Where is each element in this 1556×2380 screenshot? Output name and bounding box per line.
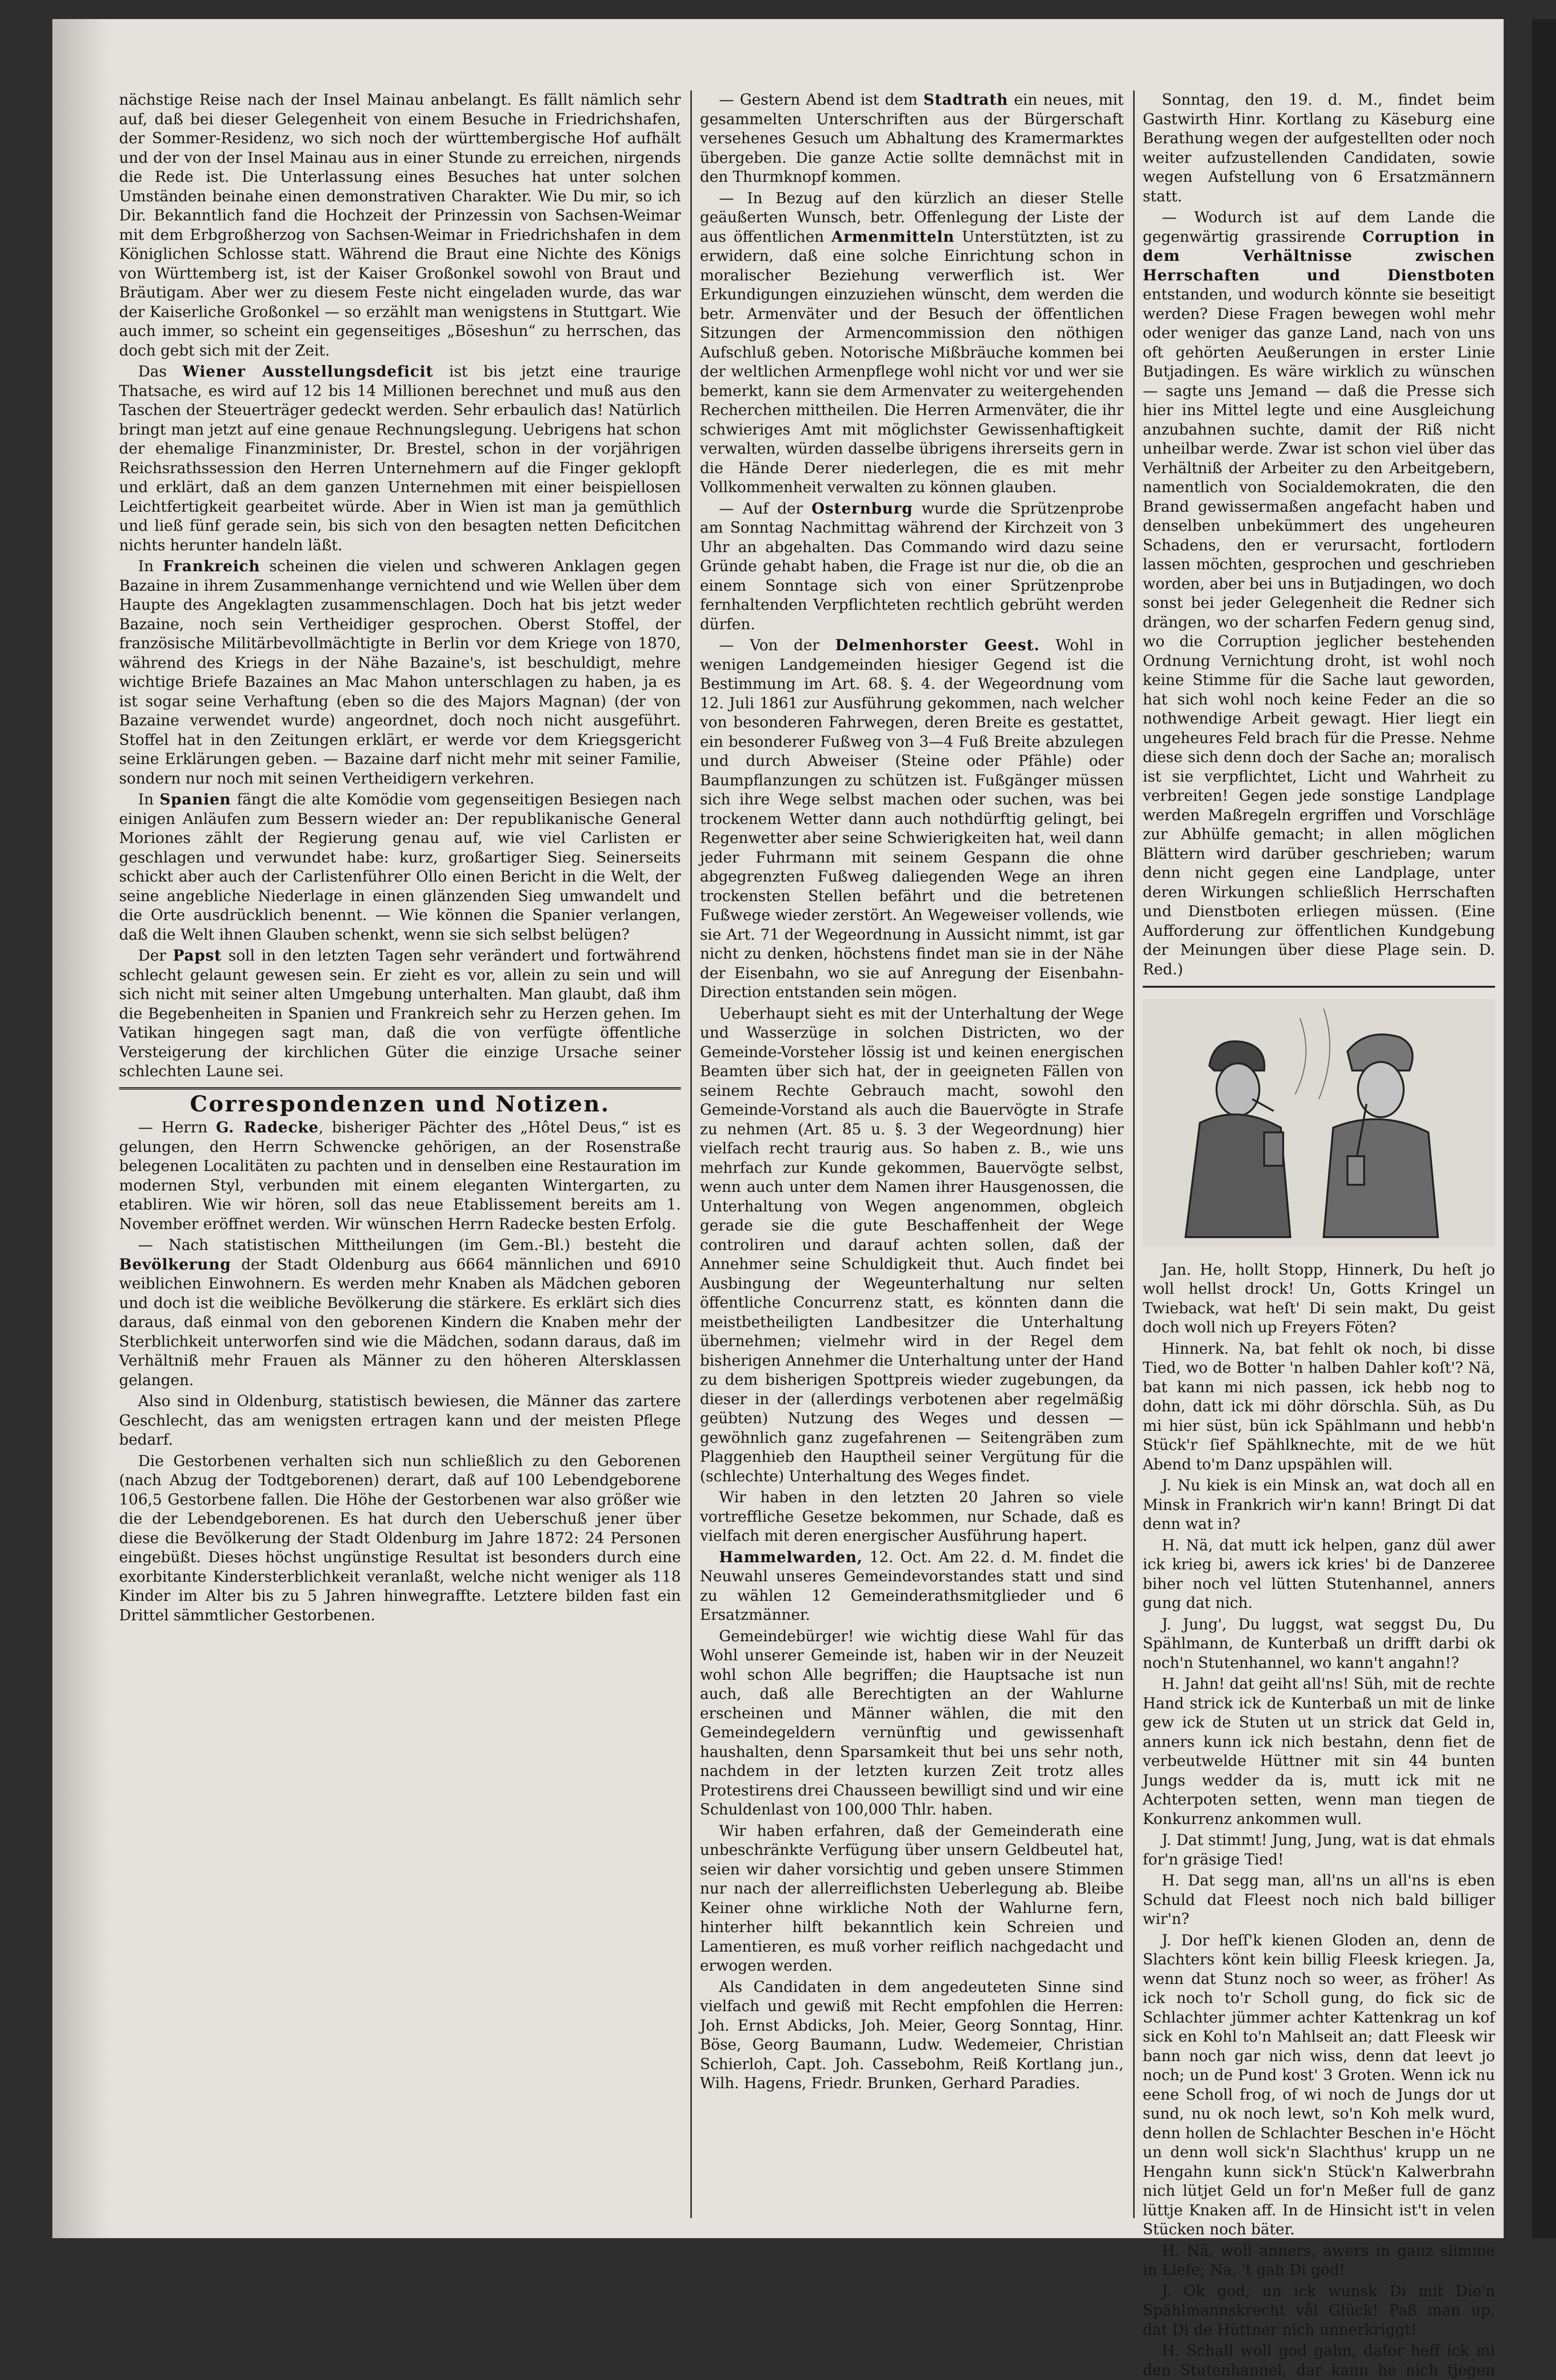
- article-keyword: G. Radecke: [216, 1119, 319, 1136]
- article-keyword: Wiener Ausstellungsdeficit: [182, 363, 434, 380]
- page-fold-shadow: [52, 19, 110, 2238]
- column-rule: [1133, 90, 1135, 2218]
- dialogue-line: Jan. He, hollt Stopp, Hinnerk, Du heſt jo woll hellst drock! Un, Gotts Kringel un Twieback, wat heſt' Di sein makt, Du geist doch woll nich up Freyers Föten?: [1143, 1261, 1495, 1336]
- article-keyword: Bevölkerung: [119, 1255, 231, 1273]
- article-keyword: Stadtrath: [923, 91, 1008, 109]
- article-paragraph: — Gestern Abend ist dem Stadtrath ein neues, mit gesammelten Unterschriften aus der Bürgerschaft versehenes Gesuch um Abhaltung des Kramermarktes übergeben. Die ganze Actie sollte demnächst mit in den Thurmknopf kommen.: [700, 91, 1124, 186]
- article-paragraph: Also sind in Oldenburg, statistisch bewiesen, die Männer das zartere Geschlecht, das am wenigsten ertragen kann und der meisten Pflege bedarf.: [119, 1393, 681, 1448]
- article-paragraph: In Frankreich scheinen die vielen und schweren Anklagen gegen Bazaine in ihrem Zusammenhange vernichtend und wie Wellen über dem Haupte des Angeklagten zusammenschlagen. Doch hat bis jetzt weder Bazaine, noch sein Vertheidiger gesprochen. Oberst Stoffel, der französische Militärbevollmächtigte in Berlin vor dem Kriege von 1870, während des Kriegs in der Nähe Bazaine's, ist beschuldigt, mehre wichtige Briefe Bazaines an Mac Mahon unterschlagen zu haben, ja es ist sogar seine Verhaftung (eben so die des Majors Magnan) (der von Bazaine verwendet wurde) angeordnet, doch noch nicht ausgeführt. Stoffel hat in den Zeitungen erklärt, er werde vor dem Kriegsgericht seine Erklärungen geben. — Bazaine darf nicht mehr mit seiner Familie, sondern nur noch mit seinen Vertheidigern verkehren.: [119, 557, 681, 787]
- scan-edge: [1532, 19, 1556, 2238]
- article-keyword: Osternburg: [811, 499, 913, 517]
- article-paragraph: Der Papst soll in den letzten Tagen sehr verändert und fortwährend schlecht gelaunt gewesen sein. Er zieht es vor, allein zu sein und will sich nicht mit seiner alten Umgebung unterhalten. Man glaubt, daß ihm die Begebenheiten in Spanien und Frankreich sehr zu Herzen gehen. Im Vatikan hingegen sagt man, daß die von verfügte öffentliche Versteigerung der kirchlichen Güter die einzige Ursache seiner schlechten Laune sei.: [119, 947, 681, 1080]
- section-heading: Correspondenzen und Notizen.: [119, 1087, 681, 1114]
- newspaper-page: [52, 19, 1504, 2379]
- article-paragraph: Sonntag, den 19. d. M., findet beim Gastwirth Hinr. Kortlang zu Käseburg eine Berathung wegen der aufgestellten oder noch weiter aufzustellenden Candidaten, sowie wegen Aufstellung von 6 Ersatzmännern statt.: [1143, 91, 1495, 205]
- article-paragraph: — Von der Delmenhorster Geest. Wohl in wenigen Landgemeinden hiesiger Gegend ist die Bestimmung im Art. 68. §. 4. der Wegeordnung vom 12. Juli 1861 zur Ausführung gekommen, nach welcher von besonderen Fahrwegen, deren Breite es gestattet, ein besonderer Fußweg von 3—4 Fuß Breite abzulegen und durch Abweiser (Steine oder Pfähle) oder Baumpflanzungen zu schützen ist. Fußgänger müssen sich ihre Wege selbst machen oder suchen, was bei trockenem Wetter dann auch nothdürftig gelingt, bei Regenwetter aber seine Schwierigkeiten hat, weil dann jeder Fuhrmann mit seinem Gespann die ohne abgegrenzten Fußweg daliegenden Wege an ihren trockensten Stellen befährt und die betretenen Fußwege wieder zerstört. An Wegeweiser vollends, wie sie Art. 71 der Wegeordnung in Aussicht nimmt, ist gar nicht zu denken, höchstens findet man sie in der Nähe der Eisenbahn, wo sie auf Anregung der Eisenbahn-Direction entstanden sein mögen.: [700, 636, 1124, 1001]
- article-paragraph: Wir haben in den letzten 20 Jahren so viele vortreffliche Gesetze bekommen, nur Schade, daß es vielfach mit deren energischer Ausführung hapert.: [700, 1489, 1124, 1545]
- article-paragraph: Die Gestorbenen verhalten sich nun schließlich zu den Geborenen (nach Abzug der Todtgeborenen) derart, daß auf 100 Lebendgeborene 106,5 Gestorbene fallen. Die Höhe der Gestorbenen war also größer wie die der Lebendgeborenen. Es hat durch den Ueberschuß jener über diese die Bevölkerung der Stadt Oldenburg im Jahre 1872: 24 Personen eingebüßt. Dieses höchst ungünstige Resultat ist besonders durch eine exorbitante Kindersterblichkeit veranlaßt, welche nicht weniger als 118 Kinder im Alter bis zu 5 Jahren hinwegraffte. Letztere bilden fast ein Drittel sämmtlicher Gestorbenen.: [119, 1452, 681, 1624]
- dialogue-line: J. Ok god, un ick wunsk Di mit Die'n Spählmannskrecht vål Glück! Paß man up, dat Di de Hüttner nich unnerkriggt!: [1143, 2282, 1495, 2339]
- article-keyword: Hammelwarden,: [719, 1548, 863, 1566]
- article-paragraph: Das Wiener Ausstellungsdeficit ist bis jetzt eine traurige Thatsache, es wird auf 12 bis 14 Millionen berechnet und muß aus den Taschen der Steuerträger gedeckt werden. Sehr erbaulich das! Natürlich bringt man jetzt auf eine genaue Rechnungslegung. Uebrigens hat schon der ehemalige Finanzminister, Dr. Brestel, schon in der vorjährigen Reichsrathssession den Herren Unternehmern auf die Finger geklopft und erklärt, daß an dem ganzen Unternehmen mit einer beispiellosen Leichtfertigkeit gearbeitet würde. Aber in Wien ist man ja gemüthlich und ließ fünf gerade sein, bis sich von den besagten netten Deficitchen nichts herunter handeln läßt.: [119, 363, 681, 554]
- dialogue-line: J. Nu kiek is ein Minsk an, wat doch all en Minsk in Frankrich wir'n kann! Bringt Di dat denn wat in?: [1143, 1477, 1495, 1533]
- woodcut-illustration-two-men: [1143, 999, 1495, 1247]
- article-keyword: Delmenhorster Geest.: [835, 636, 1040, 654]
- article-keyword: Frankreich: [163, 557, 260, 575]
- article-paragraph: Als Candidaten in dem angedeuteten Sinne sind vielfach und gewiß mit Recht empfohlen die Herren: Joh. Ernst Abdicks, Joh. Meier, Georg Sonntag, Hinr. Böse, Georg Baumann, Ludw. Wedemeier, Christian Schierloh, Capt. Joh. Cassebohm, Reiß Kortlang jun., Wilh. Hagens, Friedr. Brunken, Gerhard Paradies.: [700, 1978, 1124, 2092]
- dialogue-line: H. Nä, woll anners, awers in ganz slimme in Liefe; Na, 't gah Di god!: [1143, 2242, 1495, 2279]
- article-keyword: Spanien: [160, 791, 231, 808]
- article-keyword: Armenmitteln: [831, 228, 955, 246]
- article-paragraph: — Nach statistischen Mittheilungen (im Gem.-Bl.) besteht die Bevölkerung der Stadt Oldenburg aus 6664 männlichen und 6910 weiblichen Einwohnern. Es werden mehr Knaben als Mädchen geboren und doch ist die weibliche Bevölkerung die stärkere. Es erklärt sich dies daraus, daß einmal von den geborenen Kindern die Knaben mehr der Sterblichkeit unterworfen sind wie die Mädchen, sodann daraus, daß im Verhältniß mehr Frauen als Männer zu den höheren Altersklassen gelangen.: [119, 1237, 681, 1389]
- article-paragraph: Wir haben erfahren, daß der Gemeinderath eine unbeschränkte Verfügung über unsern Geldbeutel hat, seien wir daher vorsichtig und geben unsere Stimmen nur nach der allerreiflichsten Ueberlegung ab. Bleibe Keiner ohne wirkliche Noth der Wahlurne fern, hinterher hilft bekanntlich kein Schreien und Lamentieren, es muß vorher reiflich nachgedacht und erwogen werden.: [700, 1822, 1124, 1974]
- dialogue-line: J. Dat stimmt! Jung, Jung, wat is dat ehmals for'n gräsige Tied!: [1143, 1832, 1495, 1868]
- column-1: [119, 90, 681, 1627]
- article-paragraph: nächstige Reise nach der Insel Mainau anbelangt. Es fällt nämlich sehr auf, daß bei dieser Gelegenheit von einem Besuche in Friedrichshafen, der Sommer-Residenz, wo sich noch der württembergische Hof aufhält und der von der Insel Mainau aus in einer Stunde zu erreichen, nirgends die Rede ist. Die Unterlassung eines Besuches hat unter solchen Umständen beinahe einen demonstrativen Charakter. Wie Du mir, so ich Dir. Bekanntlich fand die Hochzeit der Prinzessin von Sachsen-Weimar mit dem Erbgroßherzog von Sachsen-Weimar in Friedrichshafen in dem Königlichen Schlosse statt. Während die Braut eine Nichte des Königs von Württemberg ist, ist der Kaiser Großonkel sowohl von Braut und Bräutigam. Aber wer zu diesem Feste nicht eingeladen wurde, das war der Kaiserliche Großonkel — so erzählt man wenigstens in Stuttgart. Wie auch immer, so scheint ein gegenseitiges „Böseshun“ zu herrschen, das doch gebt sich mit der Zeit.: [119, 91, 681, 359]
- dialogue-line: J. Dor heſſ'k kienen Gloden an, denn de Slachters könt kein billig Fleesk kriegen. Ja, wenn dat Stunz noch so weer, as fröher! As ick noch to'r Scholl gung, do fick sic de Schlachter jümmer achter Kattenkrag un kof sick en Kohl to'n Mahlseit an; datt Fleesk wir bann noch gar nich wiss, denn dat leevt jo noch; un de Pund kost' 3 Groten. Wenn ick nu eene Scholl frog, of wi noch de Jungs dor ut sund, nu ok noch lewt, so'n Koh melk wurd, denn hollen de Schlachter Beschen in'e Höcht un denn woll sick'n Slachthus' krupp un ne Hengahn kunn sick'n Stück'n Kalwerbrahn nich lütjet Geld un for'n Meßer full de ganz lüttje Knaken aff. In de Hinsicht ist't in velen Stücken noch bäter.: [1143, 1932, 1495, 2238]
- article-paragraph: — In Bezug auf den kürzlich an dieser Stelle geäußerten Wunsch, betr. Offenlegung der Liste der aus öffentlichen Armenmitteln Unterstützten, ist zu erwidern, daß eine solche Einrichtung schon in moralischer Beziehung verwerflich ist. Wer Erkundigungen einzuziehen wünscht, dem werden die betr. Armenväter und der Besuch der öffentlichen Sitzungen der Armencommission den nöthigen Aufschluß geben. Notorische Mißbräuche kommen bei der weltlichen Armenpflege wohl nicht vor und wer sie bemerkt, kann sie dem Armenvater zu weitergehenden Recherchen mittheilen. Die Herren Armenväter, die ihr schwieriges Amt mit möglichster Gewissenhaftigkeit verwalten, würden dasselbe übrigens ihrerseits gern in die Hände Derer niederlegen, die es mit mehr Vollkommenheit verwalten zu können glauben.: [700, 189, 1124, 496]
- article-paragraph: Ueberhaupt sieht es mit der Unterhaltung der Wege und Wasserzüge in solchen Districten, wo der Gemeinde-Vorsteher lössig ist und keinen energischen Beamten über sich hat, der in geeigneten Fällen von seinem Rechte Gebrauch macht, sowohl den Gemeinde-Vorstand als auch die Bauervögte in Strafe zu nehmen (Art. 85 u. §. 3 der Wegeordnung) hier vielfach recht traurig aus. So haben z. B., wie uns mehrfach zur Kunde gekommen, Bauervögte selbst, wenn auch unter dem Namen ihrer Hausgenossen, die Unterhaltung von Wegen angenommen, obgleich gerade sie die gute Beschaffenheit der Wege controliren und darauf achten sollen, daß der Annehmer seine Schuldigkeit thut. Auch findet bei Ausbingung der Wegeunterhaltung nur selten öffentliche Concurrenz statt, es könnten dann die meistbetheiligten Landbesitzer die Unterhaltung übernehmen; vielmehr wird in der Regel dem bisherigen Annehmer die Unterhaltung unter der Hand zu dem bisherigen Spottpreis wieder zugebungen, da dieser in der (allerdings verbotenen aber regelmäßig geübten) Nutzung des Weges und dessen — gewöhnlich ganz zugefahrenen — Seitengräben zum Plaggenhieb den Hauptheil seiner Vergütung für die (schlechte) Unterhaltung des Weges findet.: [700, 1005, 1124, 1485]
- dialogue-line: H. Nä, dat mutt ick helpen, ganz dül awer ick krieg bi, awers ick kries' bi de Danzeree biher noch vel lütten Stutenhannel, anners gung dat nich.: [1143, 1537, 1495, 1612]
- dialogue-line: H. Schall woll god gahn, dafor heff ick mi den Stutenhannel, dar kann he nich tjegen: [1143, 2342, 1495, 2379]
- article-paragraph: In Spanien fängt die alte Komödie vom gegenseitigen Besiegen nach einigen Anläufen zum Bessern wieder an: Der republikanische General Moriones zählt der Regierung genau auf, wie viel Carlisten er geschlagen und verwundet habe: kurz, großartiger Sieg. Seinerseits schickt aber auch der Carlistenführer Ollo einen Bericht in die Welt, der seine angebliche Niederlage in einen glänzenden Sieg umwandelt und die Orte ausdrücklich benennt. — Wie können die Spanier verlangen, daß die Welt ihnen Glauben schenkt, wenn sie sich selbst belügen?: [119, 791, 681, 943]
- column-2: [700, 90, 1124, 2095]
- dialogue-line: Hinnerk. Na, bat fehlt ok noch, bi disse Tied, wo de Botter 'n halben Dahler koſt'? Nä, bat kann mi nich passen, ick hebb nog to dohn, datt ick mi döhr dörschla. Süh, as Du mi hier süst, bün ick Spählmann und hebb'n Stück'r ſief Spählknechte, mit de we hüt Abend to'm Danz upspählen will.: [1143, 1340, 1495, 1473]
- dialogue-line: H. Jahn! dat geiht all'ns! Süh, mit de rechte Hand strick ick de Kunterbaß un mit de linke gew ick de Stuten ut un strick dat Geld in, anners kunn ick nich bestahn, denn fiet de verbeutwelde Hüttner mit sin 44 bunten Jungs wedder da is, mutt ick mit ne Achterpoten setten, wenn man tiegen de Konkurrenz ankommen wull.: [1143, 1676, 1495, 1828]
- article-paragraph: — Auf der Osternburg wurde die Sprützenprobe am Sonntag Nachmittag während der Kirchzeit von 3 Uhr an abgehalten. Das Commando wird dazu seine Gründe gehabt haben, die Frage ist nur die, ob die an einem Sonntage sich von einer Sprützenprobe fernhaltenden Verpflichteten rechtlich gebrüht werden dürfen.: [700, 499, 1124, 633]
- column-3: [1143, 90, 1495, 2380]
- column-rule: [690, 90, 692, 2218]
- article-paragraph: Hammelwarden, 12. Oct. Am 22. d. M. findet die Neuwahl unseres Gemeindevorstandes statt und sind zu wählen 12 Gemeinderathsmitglieder und 6 Ersatzmänner.: [700, 1548, 1124, 1624]
- dialogue-line: J. Jung', Du luggst, wat seggst Du, Du Spählmann, de Kunterbaß un drifft darbi ok noch'n Stutenhannel, wo kann't angahn!?: [1143, 1616, 1495, 1672]
- article-paragraph: — Wodurch ist auf dem Lande die gegenwärtig grassirende Corruption in dem Verhältnisse zwischen Herrschaften und Dienstboten entstanden, und wodurch könnte sie beseitigt werden? Diese Fragen bewegen wohl mehr oder weniger das ganze Land, nach von uns oft gehörten Aeußerungen in erster Linie Butjadingen. Es wäre wirklich zu wünschen — sagte uns Jemand — daß die Presse sich hier ins Mittel legte und eine Ausgleichung anzubahnen suchte, damit der Riß nicht unheilbar werde. Zwar ist schon viel über das Verhältniß der Arbeiter zu den Arbeitgebern, namentlich von Socialdemokraten, die den Brand gewissermaßen angefacht haben und denselben unbekümmert des ungeheuren Schadens, den er verursacht, fortlodern lassen möchten, gesprochen und geschrieben worden, aber bei uns in Butjadingen, wo doch sonst bei jeder Gelegenheit die Redner sich drängen, wo der scharfen Federn genug sind, wo die Corruption jeglicher bestehenden Ordnung Vernichtung droht, ist wohl noch keine Stimme für die Sache laut geworden, hat sich wohl noch keine Feder an die so nothwendige Arbeit gewagt. Hier liegt ein ungeheures Feld brach für die Presse. Nehme diese sich denn doch der Sache an; moralisch ist sie verpflichtet, Licht und Wahrheit zu verbreiten! Gegen jede sonstige Landplage werden Maßregeln ergriffen und Vorschläge zur Abhülfe gemacht; in allen möglichen Blättern wird darüber geschrieben; warum denn nicht gegen eine Landplage, unter deren Wirkungen schließlich Herrschaften und Dienstboten erliegen müssen. (Eine Aufforderung zur öffentlichen Kundgebung der Meinungen über diese Plage sein. D. Red.): [1143, 209, 1495, 978]
- article-paragraph: Gemeindebürger! wie wichtig diese Wahl für das Wohl unserer Gemeinde ist, haben wir in der Neuzeit wohl schon Alle begriffen; die Hauptsache ist nun auch, daß alle Berechtigten an der Wahlurne erscheinen und Männer wählen, die mit den Gemeindegeldern vernünftig und gewissenhaft haushalten, denn Sparsamkeit thut bei uns sehr noth, nachdem in der letzten kurzen Zeit trotz alles Protestirens drei Chausseen bewilligt sind und wir eine Schuldenlast von 100,000 Thlr. haben.: [700, 1627, 1124, 1818]
- section-divider: [1143, 986, 1495, 988]
- article-paragraph: — Herrn G. Radecke, bisheriger Pächter des „Hôtel Deus,“ ist es gelungen, den Herrn Schwencke gehörigen, an der Rosenstraße belegenen Localitäten zu pachten und in denselben eine Restauration im modernen Styl, verbunden mit einem eleganten Wintergarten, zu etabliren. Wie wir hören, soll das neue Etablissement bereits am 1. November eröffnet werden. Wir wünschen Herrn Radecke besten Erfolg.: [119, 1119, 681, 1233]
- article-keyword: Papst: [173, 947, 222, 964]
- dialogue-line: H. Dat segg man, all'ns un all'ns is eben Schuld dat Fleest noch nich bald billiger wir'n?: [1143, 1872, 1495, 1928]
- article-keyword: Corruption in dem Verhältnisse zwischen Herrschaften und Dienstboten: [1143, 228, 1495, 284]
